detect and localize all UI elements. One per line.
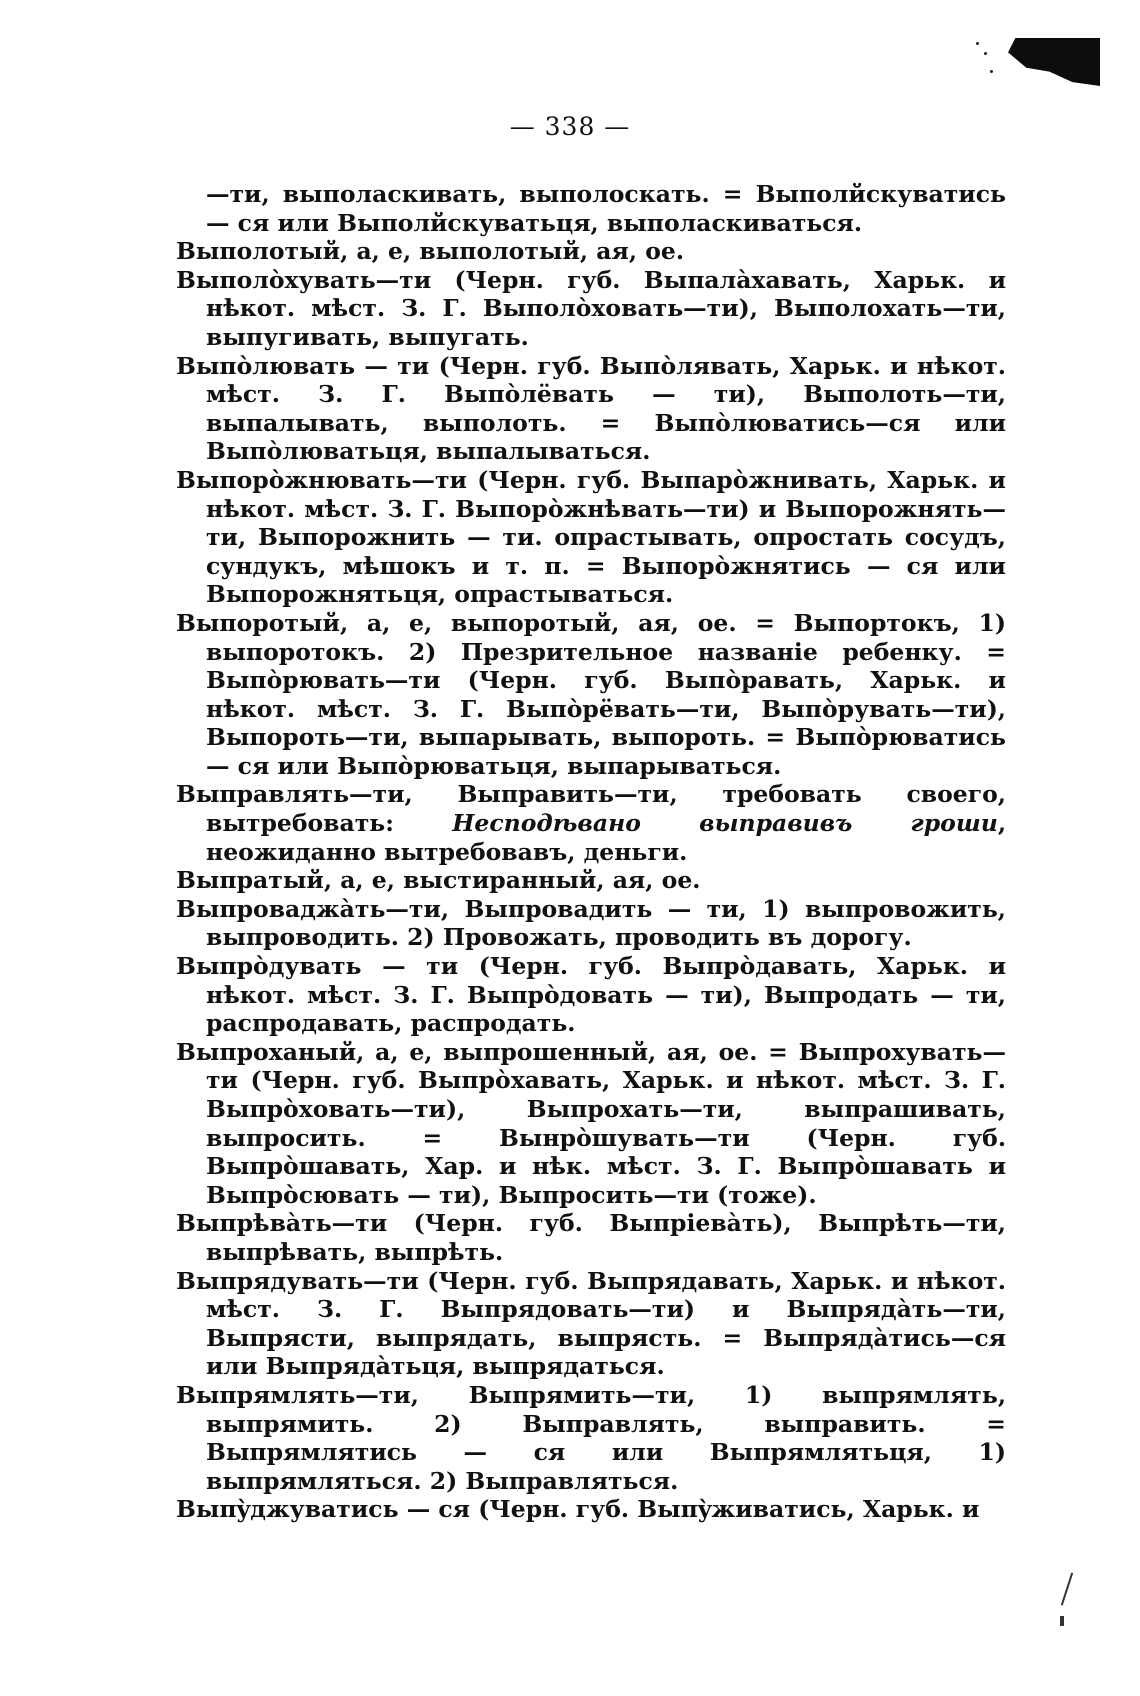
dictionary-entry: Выпрѣвàть—ти (Черн. губ. Выпріевàть), Выпрѣть—ти, выпрѣвать, выпрѣть. <box>176 1209 1006 1266</box>
margin-pencil-mark <box>1061 1573 1073 1606</box>
entry-text-before: Выправлять—ти, Выправить—ти, требовать своего, вытребовать: <box>176 780 1006 838</box>
dictionary-entry <box>176 780 1006 866</box>
scan-ink-blot <box>1008 38 1100 86</box>
dictionary-entry: Выпорòжнювать—ти (Черн. губ. Выпарòжнивать, Харьк. и нѣкот. мѣст. З. Г. Выпорòжнѣвать—ти) и Выпорожнять—ти, Выпорожнить — ти. опрастывать, опростать сосудъ, сундукъ, мѣшокъ и т. п. = Выпорòжнятись — ся или Выпорожнятьця, опрастываться. <box>176 465 1006 609</box>
dictionary-entry: Выпрямлять—ти, Выпрямить—ти, 1) выпрямлять, выпрямить. 2) Выправлять, выправить. = Выпрямлятись — ся или Выпрямлятьця, 1) выпрямляться. 2) Выправляться. <box>176 1380 1006 1495</box>
entry-text-after: , неожиданно вытребовавъ, деньги. <box>206 809 1006 866</box>
dictionary-entry: Выпроваджàть—ти, Выпровадить — ти, 1) выпровожить, выпроводить. 2) Провожать, проводить въ дорогу. <box>176 894 1006 952</box>
dictionary-entry: Выпроханый, а, е, выпрошенный, ая, ое. = Выпрохувать—ти (Черн. губ. Выпрòхавать, Харьк. и нѣкот. мѣст. З. Г. Выпрòховать—ти), Выпрохать—ти, выпрашивать, выпросить. = Вынрòшувать—ти (Черн. губ. Выпрòшавать, Хар. и нѣк. мѣст. З. Г. Выпрòшавать и Выпрòсювать — ти), Выпросить—ти (тоже). <box>176 1037 1006 1209</box>
page-number: — 338 — <box>509 112 631 141</box>
entry-example-italic: Несподѣвано выправивъ гроши <box>452 809 998 838</box>
dictionary-entry: Выпрòдувать — ти (Черн. губ. Выпрòдавать, Харьк. и нѣкот. мѣст. З. Г. Выпрòдовать — ти), Выпродать — ти, распродавать, распродать. <box>176 952 1006 1038</box>
dictionary-entry: Выпòлювать — ти (Черн. губ. Выпòлявать, Харьк. и нѣкот. мѣст. З. Г. Выпòлёвать — ти), Выполоть—ти, выпалывать, выполоть. = Выпòлюватись—ся или Выпòлюватьця, выпалываться. <box>176 351 1006 466</box>
scan-specks <box>976 40 996 80</box>
dictionary-entry: —ти, выполаскивать, выполоскать. = Выполйскуватись — ся или Выполйскуватьця, выполаскиваться. <box>206 180 1006 237</box>
dictionary-entry: Выпỳджуватись — ся (Черн. губ. Выпỳживатись, Харьк. и <box>176 1495 980 1524</box>
dictionary-entry: Выполотый, а, е, выполотый, ая, ое. <box>176 237 685 266</box>
dictionary-text <box>176 180 1006 1524</box>
dictionary-entry: Выпоротый, а, е, выпоротый, ая, ое. = Выпортокъ, 1) выпоротокъ. 2) Презрительное названіе ребенку. = Выпòрювать—ти (Черн. губ. Выпòравать, Харьк. и нѣкот. мѣст. З. Г. Выпòрёвать—ти, Выпòрувать—ти), Выпороть—ти, выпарывать, выпороть. = Выпòрюватись — ся или Выпòрюватьця, выпарываться. <box>176 608 1006 780</box>
margin-pencil-dot <box>1060 1616 1064 1626</box>
dictionary-entry: Выпратый, а, е, выстиранный, ая, ое. <box>176 866 701 895</box>
dictionary-entry: Выполòхувать—ти (Черн. губ. Выпалàхавать, Харьк. и нѣкот. мѣст. З. Г. Выполòховать—ти), Выполохать—ти, выпугивать, выпугать. <box>176 265 1006 351</box>
dictionary-entry: Выпрядувать—ти (Черн. губ. Выпрядавать, Харьк. и нѣкот. мѣст. З. Г. Выпрядовать—ти) и Выпрядàть—ти, Выпрясти, выпрядать, выпрясть. = Выпрядàтись—ся или Выпрядàтьця, выпрядаться. <box>176 1266 1006 1381</box>
